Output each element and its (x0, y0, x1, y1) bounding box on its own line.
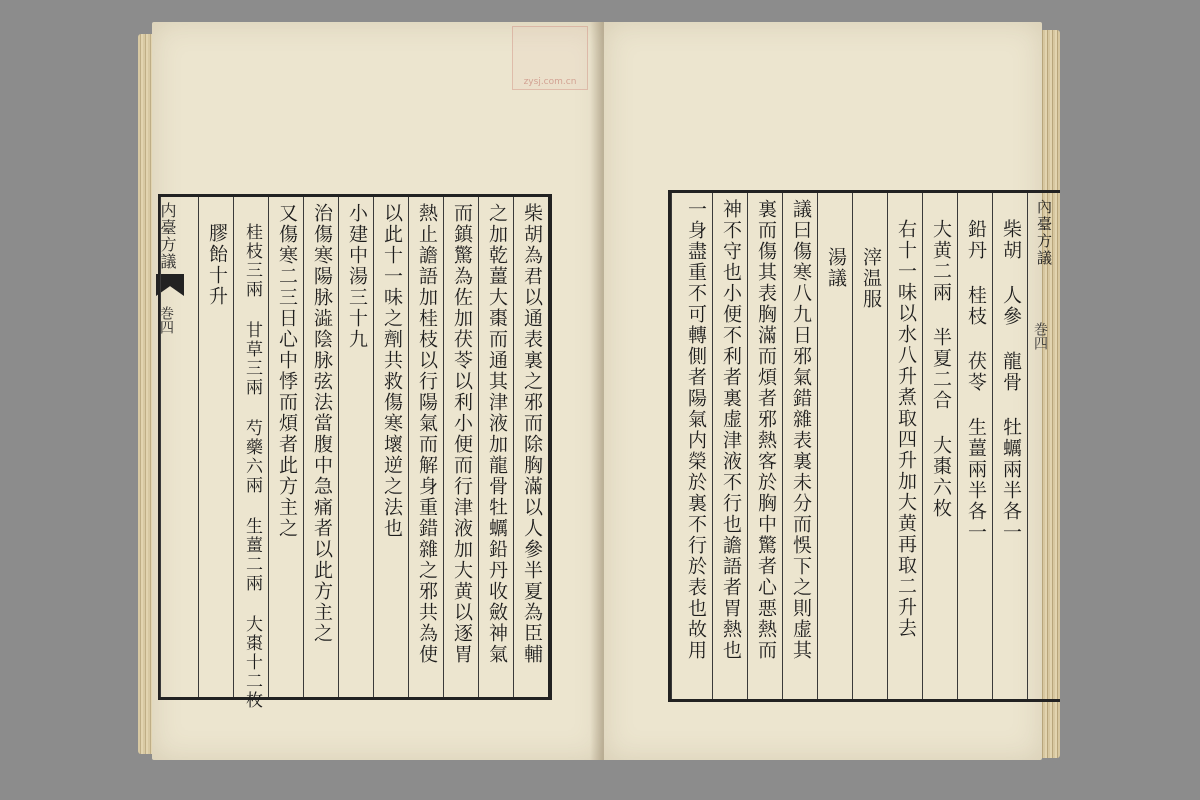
text-column (443, 197, 478, 697)
column-text: 神不守也小便不利者裏虚津液不行也譫語者胃熱也 (720, 199, 742, 661)
text-column (198, 197, 233, 697)
open-book (138, 22, 1060, 760)
ingredient-list: 柴胡 人參 龍骨 牡蠣兩半各一 (1000, 219, 1022, 543)
text-column-empty (160, 197, 198, 697)
text-column (478, 197, 513, 697)
library-seal: zysj.com.cn (512, 26, 588, 90)
margin-heading-column (1027, 193, 1060, 699)
column-text: 之加乾薑大棗而通其津液加龍骨牡蠣鉛丹收斂神氣 (486, 203, 508, 665)
column-text: 滓温服 (860, 247, 882, 310)
text-column (817, 193, 852, 699)
column-text: 以此十一味之劑共救傷寒壞逆之法也 (381, 203, 403, 539)
text-column (408, 197, 443, 697)
right-page (604, 22, 1053, 760)
volume-label: 巻四 (158, 306, 174, 334)
volume-label: 巻四 (1032, 322, 1048, 350)
margin-title: 内臺方議 (158, 202, 177, 270)
text-column (782, 193, 817, 699)
column-text: 熱止譫語加桂枝以行陽氣而解身重錯雜之邪共為使 (416, 203, 438, 665)
ingredient-list: 膠飴十升 (206, 223, 228, 307)
column-text: 裏而傷其表胸滿而煩者邪熱客於胸中驚者心悪熱而 (755, 199, 777, 661)
text-column (373, 197, 408, 697)
text-frame-right (668, 190, 1060, 702)
text-column (887, 193, 922, 699)
ingredient-list: 大黄二兩 半夏二合 大棗六枚 (930, 219, 952, 519)
column-text: 一身盡重不可轉側者陽氣内榮於裏不行於表也故用 (685, 199, 707, 661)
text-column (303, 197, 338, 697)
ingredient-list: 桂枝三兩 甘草三兩 芍藥六兩 生薑二兩 大棗十二枚 (242, 223, 262, 710)
left-page (152, 22, 604, 760)
column-text: 議曰傷寒八九日邪氣錯雜表裏未分而悞下之則虚其 (790, 199, 812, 661)
section-title: 湯議 (825, 247, 847, 289)
text-column (513, 197, 548, 697)
text-column (992, 193, 1027, 699)
margin-title: 內臺方議 (1035, 199, 1053, 267)
text-frame-left (158, 194, 552, 710)
column-text: 治傷寒陽脉澁陰脉弦法當腹中急痛者以此方主之 (311, 203, 333, 644)
prescription-title: 小建中湯三十九 (346, 203, 368, 350)
column-text: 柴胡為君以通表裏之邪而除胸滿以人參半夏為臣輔 (521, 203, 543, 665)
column-text: 右十一味以水八升煮取四升加大黄再取二升去 (895, 219, 917, 639)
column-text: 而鎮驚為佐加茯苓以利小便而行津液加大黄以逐胃 (451, 203, 473, 665)
text-column (922, 193, 957, 699)
text-column (957, 193, 992, 699)
text-column (712, 193, 747, 699)
text-column (268, 197, 303, 697)
text-column (233, 197, 268, 710)
text-column (852, 193, 887, 699)
text-column (747, 193, 782, 699)
column-text: 又傷寒二三日心中悸而煩者此方主之 (276, 203, 298, 539)
text-column (338, 197, 373, 697)
text-column (671, 193, 712, 699)
ingredient-list: 鉛丹 桂枝 茯苓 生薑兩半各一 (965, 219, 987, 543)
